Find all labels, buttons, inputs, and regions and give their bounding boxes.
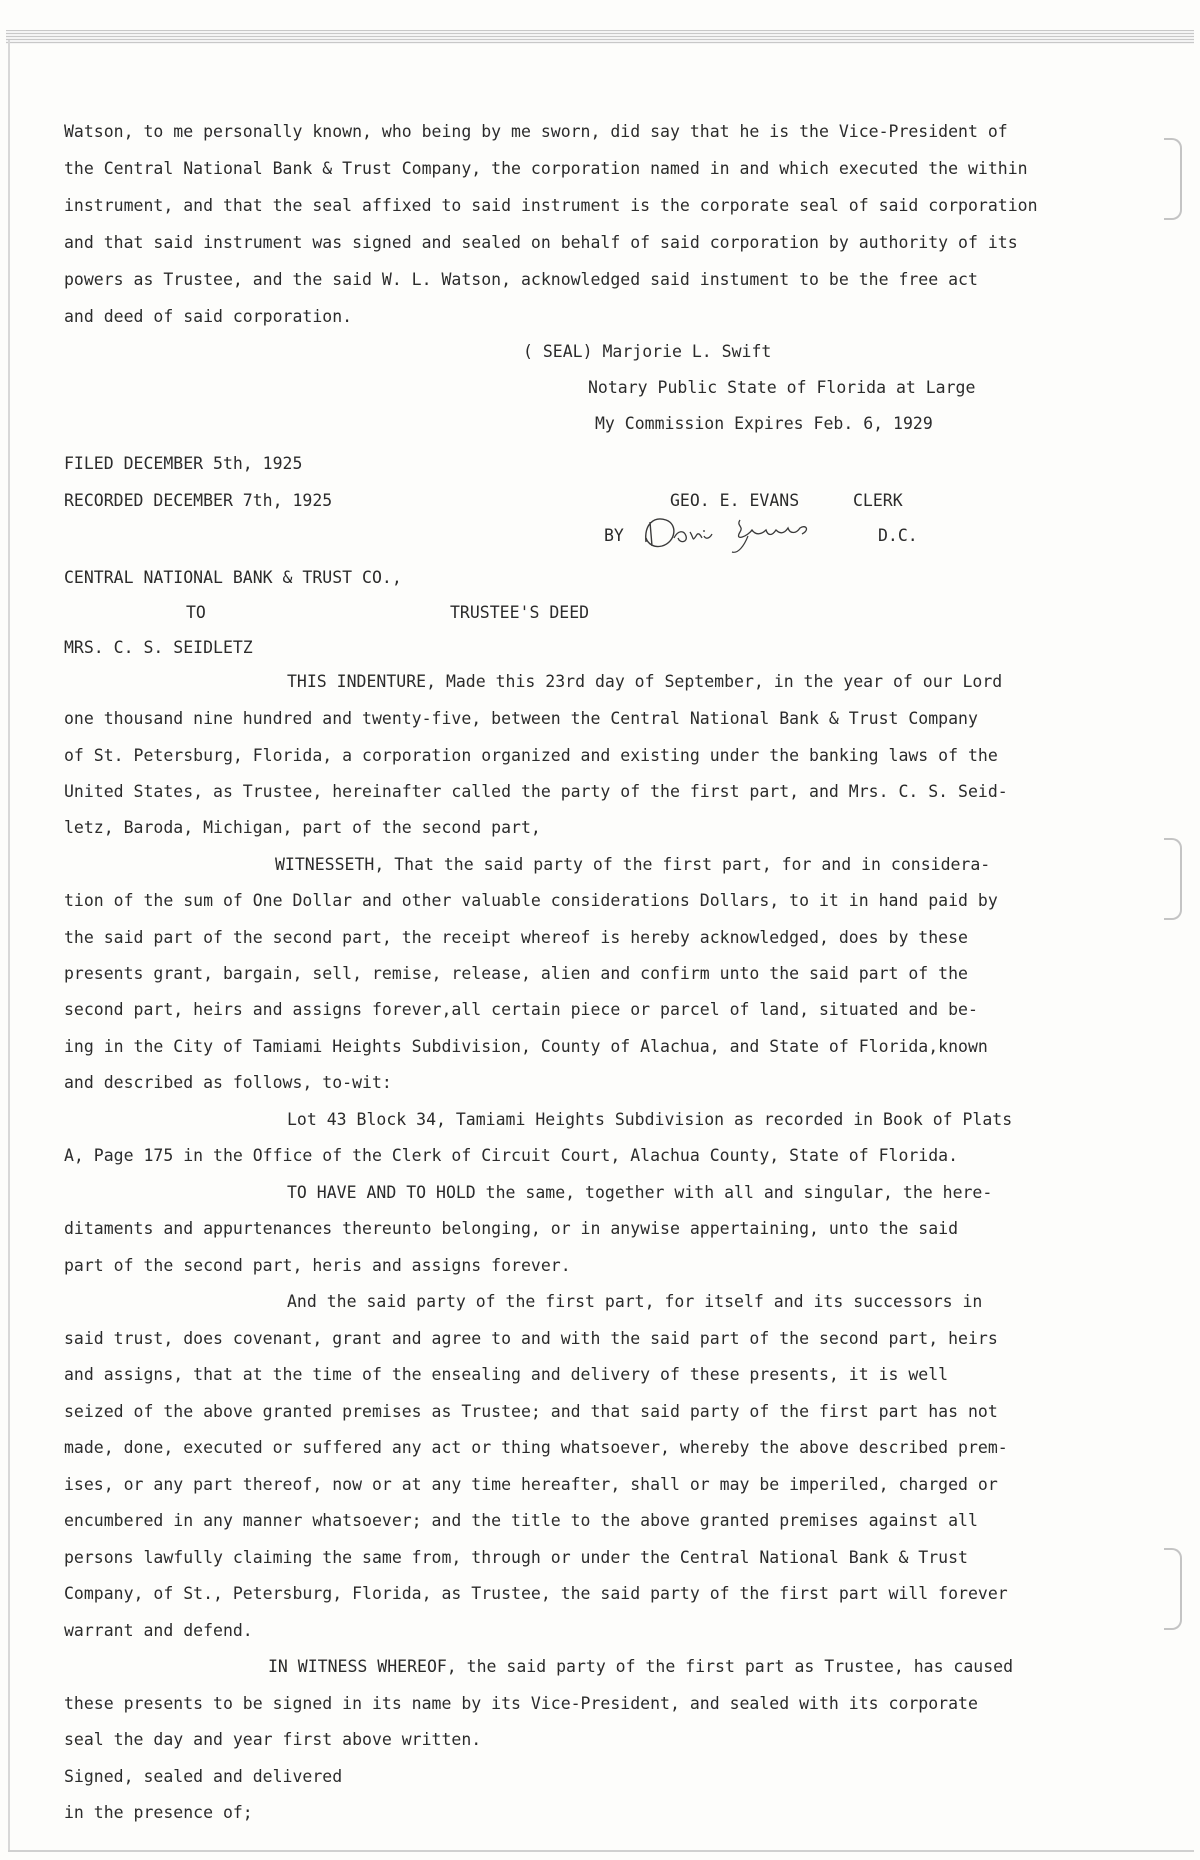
ack-line: powers as Trustee, and the said W. L. Watson, acknowledged said instument to be the free act xyxy=(64,270,978,289)
deed-line: ing in the City of Tamiami Heights Subdivision, County of Alachua, and State of Florida,known xyxy=(64,1037,988,1056)
deed-line: WITNESSETH, That the said party of the first part, for and in considera- xyxy=(275,855,991,874)
deed-line: letz, Baroda, Michigan, part of the second part, xyxy=(64,818,541,837)
deputy-signature xyxy=(640,512,850,558)
notary-title: Notary Public State of Florida at Large xyxy=(588,378,976,397)
ack-line: the Central National Bank & Trust Company, the corporation named in and which executed the within xyxy=(64,159,1028,178)
deed-line: IN WITNESS WHEREOF, the said party of the first part as Trustee, has caused xyxy=(268,1657,1014,1676)
filed-date: FILED DECEMBER 5th, 1925 xyxy=(64,454,303,473)
deed-line: said trust, does covenant, grant and agree to and with the said part of the second part, heirs xyxy=(64,1329,998,1348)
notary-commission: My Commission Expires Feb. 6, 1929 xyxy=(595,414,933,433)
left-page-edge xyxy=(8,40,10,1852)
deed-line: and assigns, that at the time of the ensealing and delivery of these presents, it is well xyxy=(64,1365,949,1384)
deed-line: the said part of the second part, the receipt whereof is hereby acknowledged, does by these xyxy=(64,928,968,947)
deed-line: tion of the sum of One Dollar and other valuable considerations Dollars, to it in hand paid by xyxy=(64,891,998,910)
deed-line: Company, of St., Petersburg, Florida, as Trustee, the said party of the first part will forever xyxy=(64,1584,1008,1603)
grantor-heading: CENTRAL NATIONAL BANK & TRUST CO., xyxy=(64,568,402,587)
by-label: BY xyxy=(604,526,624,545)
bottom-page-edge xyxy=(8,1850,1194,1852)
grantee-heading: MRS. C. S. SEIDLETZ xyxy=(64,638,253,657)
recorded-date: RECORDED DECEMBER 7th, 1925 xyxy=(64,491,333,510)
document-type-heading: TRUSTEE'S DEED xyxy=(450,603,590,622)
deed-line: seized of the above granted premises as Trustee; and that said party of the first part has not xyxy=(64,1402,998,1421)
deed-line: THIS INDENTURE, Made this 23rd day of September, in the year of our Lord xyxy=(287,672,1003,691)
notary-seal-line: ( SEAL) Marjorie L. Swift xyxy=(523,342,772,361)
clerk-name: GEO. E. EVANS xyxy=(670,491,800,510)
deed-line: encumbered in any manner whatsoever; and the title to the above granted premises against all xyxy=(64,1511,978,1530)
deed-line: one thousand nine hundred and twenty-five, between the Central National Bank & Trust Company xyxy=(64,709,978,728)
to-heading: TO xyxy=(186,603,206,622)
deed-line: ditaments and appurtenances thereunto belonging, or in anywise appertaining, unto the said xyxy=(64,1219,959,1238)
legal-description-line: Lot 43 Block 34, Tamiami Heights Subdivision as recorded in Book of Plats xyxy=(287,1110,1013,1129)
deed-line: and described as follows, to-wit: xyxy=(64,1073,392,1092)
deed-line: second part, heirs and assigns forever,all certain piece or parcel of land, situated and be- xyxy=(64,1000,978,1019)
ack-line: and deed of said corporation. xyxy=(64,307,353,326)
deed-line: seal the day and year first above written. xyxy=(64,1730,482,1749)
deed-line: these presents to be signed in its name by its Vice-President, and sealed with its corporate xyxy=(64,1694,978,1713)
deed-line: United States, as Trustee, hereinafter called the party of the first part, and Mrs. C. S. Seid- xyxy=(64,782,1008,801)
deputy-clerk-label: D.C. xyxy=(878,526,918,545)
deed-line: warrant and defend. xyxy=(64,1621,253,1640)
ack-line: instrument, and that the seal affixed to said instrument is the corporate seal of said corporation xyxy=(64,196,1038,215)
ack-line: and that said instrument was signed and sealed on behalf of said corporation by authority of its xyxy=(64,233,1018,252)
deed-line: part of the second part, heris and assigns forever. xyxy=(64,1256,571,1275)
deed-line: of St. Petersburg, Florida, a corporation organized and existing under the banking laws of the xyxy=(64,746,998,765)
binder-hole-1 xyxy=(1164,138,1182,220)
deed-line: ises, or any part thereof, now or at any time hereafter, shall or may be imperiled, charged or xyxy=(64,1475,998,1494)
deed-line: And the said party of the first part, for itself and its successors in xyxy=(287,1292,983,1311)
deed-line: presents grant, bargain, sell, remise, release, alien and confirm unto the said part of the xyxy=(64,964,968,983)
deed-line: Signed, sealed and delivered xyxy=(64,1767,343,1786)
clerk-title: CLERK xyxy=(853,491,903,510)
top-ruled-border xyxy=(6,30,1194,44)
binder-hole-3 xyxy=(1164,1548,1182,1630)
deed-line: in the presence of; xyxy=(64,1803,253,1822)
deed-line: persons lawfully claiming the same from, through or under the Central National Bank & Trust xyxy=(64,1548,968,1567)
deed-line: made, done, executed or suffered any act or thing whatsoever, whereby the above described prem- xyxy=(64,1438,1008,1457)
binder-hole-2 xyxy=(1164,838,1182,920)
legal-description-line: A, Page 175 in the Office of the Clerk of Circuit Court, Alachua County, State of Florida. xyxy=(64,1146,959,1165)
deed-line: TO HAVE AND TO HOLD the same, together with all and singular, the here- xyxy=(287,1183,993,1202)
ack-line: Watson, to me personally known, who being by me sworn, did say that he is the Vice-President of xyxy=(64,122,1008,141)
